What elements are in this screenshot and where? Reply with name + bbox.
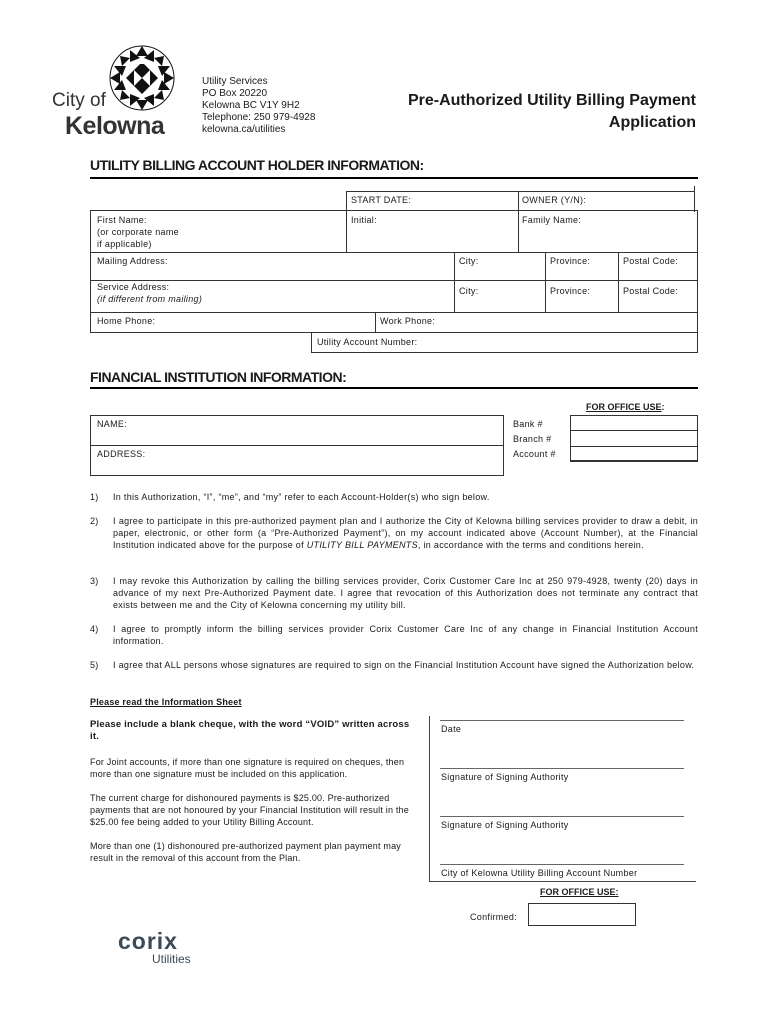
date-line[interactable] [440,720,684,721]
start-date-label: START DATE: [351,195,412,205]
term-number: 1) [90,492,99,502]
initial-label: Initial: [351,215,377,225]
institution-name-label: NAME: [97,419,128,429]
family-name-label: Family Name: [522,215,582,225]
address-line: Utility Services [202,76,268,87]
term-text-part: I agree to participate in this pre-authorized payment plan and I authorize the City of Kelowna billing services provider to draw a debit, in paper, electronic, or other form (a “Pre-Authorized Payment”), on my account indicated above (Account Number), at the Financial Institution indicated above for the purpose of [113,516,698,550]
term-number: 3) [90,576,99,586]
term-number: 4) [90,624,99,634]
first-name-label: First Name: [97,215,147,225]
service-address-label: Service Address: [97,282,170,292]
home-phone-label: Home Phone: [97,316,156,326]
owner-label: OWNER (Y/N): [522,195,587,205]
divider [454,252,455,313]
account-number-label: Account # [513,449,556,459]
confirmed-label: Confirmed: [470,912,518,922]
term-text: I may revoke this Authorization by calling the billing services provider, Corix Customer Care Inc at 250 979-4928, twenty (20) days in advance of my next Pre-Authorized Payment date. I agree that revocation of this Authorization does not terminate any contract that exists between me and the City of Kelowna concerning my utility bill. [113,576,698,610]
first-name-note: (or corporate name [97,227,179,237]
term-text: I agree to promptly inform the billing services provider Corix Customer Care Inc of any change in Financial Institution Account information. [113,624,698,646]
term-item [90,515,698,565]
postal-code-label: Postal Code: [623,286,679,296]
removal-note: More than one (1) dishonoured pre-authorized payment plan payment may result in the removal of this account from the Plan. [90,841,401,863]
postal-code-label: Postal Code: [623,256,679,266]
account-box[interactable] [570,446,698,462]
corix-logo [118,928,218,968]
address-line: Kelowna BC V1Y 9H2 [202,100,300,111]
divider [694,186,695,212]
first-name-note: if applicable) [97,239,152,249]
section-divider [90,177,698,179]
office-use-label: FOR OFFICE USE [586,402,662,412]
office-use-heading [586,402,665,412]
address-line: Telephone: 250 979-4928 [202,112,316,123]
address-line: kelowna.ca/utilities [202,124,286,135]
corix-sub: Utilities [152,952,191,966]
province-label: Province: [550,286,591,296]
section-divider [90,387,698,389]
joint-accounts-note: For Joint accounts, if more than one signature is required on cheques, then more than one signature must be included on this application. [90,757,405,779]
signature-label-2: Signature of Signing Authority [441,820,569,830]
divider [90,312,698,313]
term-number: 2) [90,516,99,526]
account-number-line[interactable] [440,864,684,865]
divider [346,210,347,253]
title-line-2: Application [608,114,696,131]
date-label: Date [441,724,462,734]
term-text: I agree that ALL persons whose signatures are required to sign on the Financial Institution Account have signed the Authorization below. [113,660,695,670]
work-phone-label: Work Phone: [380,316,436,326]
city-of-kelowna-logo [52,44,187,144]
term-text: In this Authorization, “I”, “me”, and “my” refer to each Account-Holder(s) who sign below. [113,492,490,502]
mailing-address-label: Mailing Address: [97,256,168,266]
term-item [90,659,698,685]
term-item [90,623,698,649]
divider [90,445,504,446]
branch-number-label: Branch # [513,434,552,444]
address-block [202,76,315,136]
service-address-note: (if different from mailing) [97,294,203,304]
divider [570,430,698,431]
office-use-colon: : [661,402,665,412]
term-text [113,515,698,551]
divider [90,252,698,253]
title-line-1: Pre-Authorized Utility Billing Payment [407,92,696,109]
divider [545,252,546,313]
term-item [90,575,698,613]
term-item [90,491,698,505]
dishonoured-charge-note: The current charge for dishonoured payments is $25.00. Pre-authorized payments that are not honoured by your Financial Institution will result in the $25.00 fee being added to your Utility Billing Account. [90,793,409,827]
divider [518,210,519,253]
province-label: Province: [550,256,591,266]
signature-box [429,716,696,882]
divider [375,312,376,333]
city-label: City: [459,286,479,296]
account-section-heading: UTILITY BILLING ACCOUNT HOLDER INFORMATION: [90,157,424,173]
account-number-label: City of Kelowna Utility Billing Account Number [441,868,638,878]
address-line: PO Box 20220 [202,88,268,99]
institution-address-label: ADDRESS: [97,449,146,459]
read-info-sheet: Please read the Information Sheet [90,697,242,707]
signature-label-1: Signature of Signing Authority [441,772,569,782]
term-number: 5) [90,660,99,670]
logo-city-of: City of [52,90,106,111]
utility-account-number-label: Utility Account Number: [317,337,418,347]
corix-brand: corix [118,928,178,954]
bank-number-label: Bank # [513,419,543,429]
divider [90,280,698,281]
financial-section-heading: FINANCIAL INSTITUTION INFORMATION: [90,369,347,385]
term-text-italic: UTILITY BILL PAYMENTS [306,540,418,550]
term-text-part: , in accordance with the terms and conditions herein. [417,540,644,550]
confirmed-box[interactable] [528,903,636,926]
page-title [392,90,696,134]
account-holder-table [90,210,698,333]
signature-line-1[interactable] [440,768,684,769]
signature-line-2[interactable] [440,816,684,817]
office-use-bottom-heading: FOR OFFICE USE: [540,887,619,897]
blank-cheque-note: Please include a blank cheque, with the word “VOID” written across it. [90,719,410,742]
logo-kelowna: Kelowna [65,112,165,140]
divider [618,252,619,313]
city-label: City: [459,256,479,266]
